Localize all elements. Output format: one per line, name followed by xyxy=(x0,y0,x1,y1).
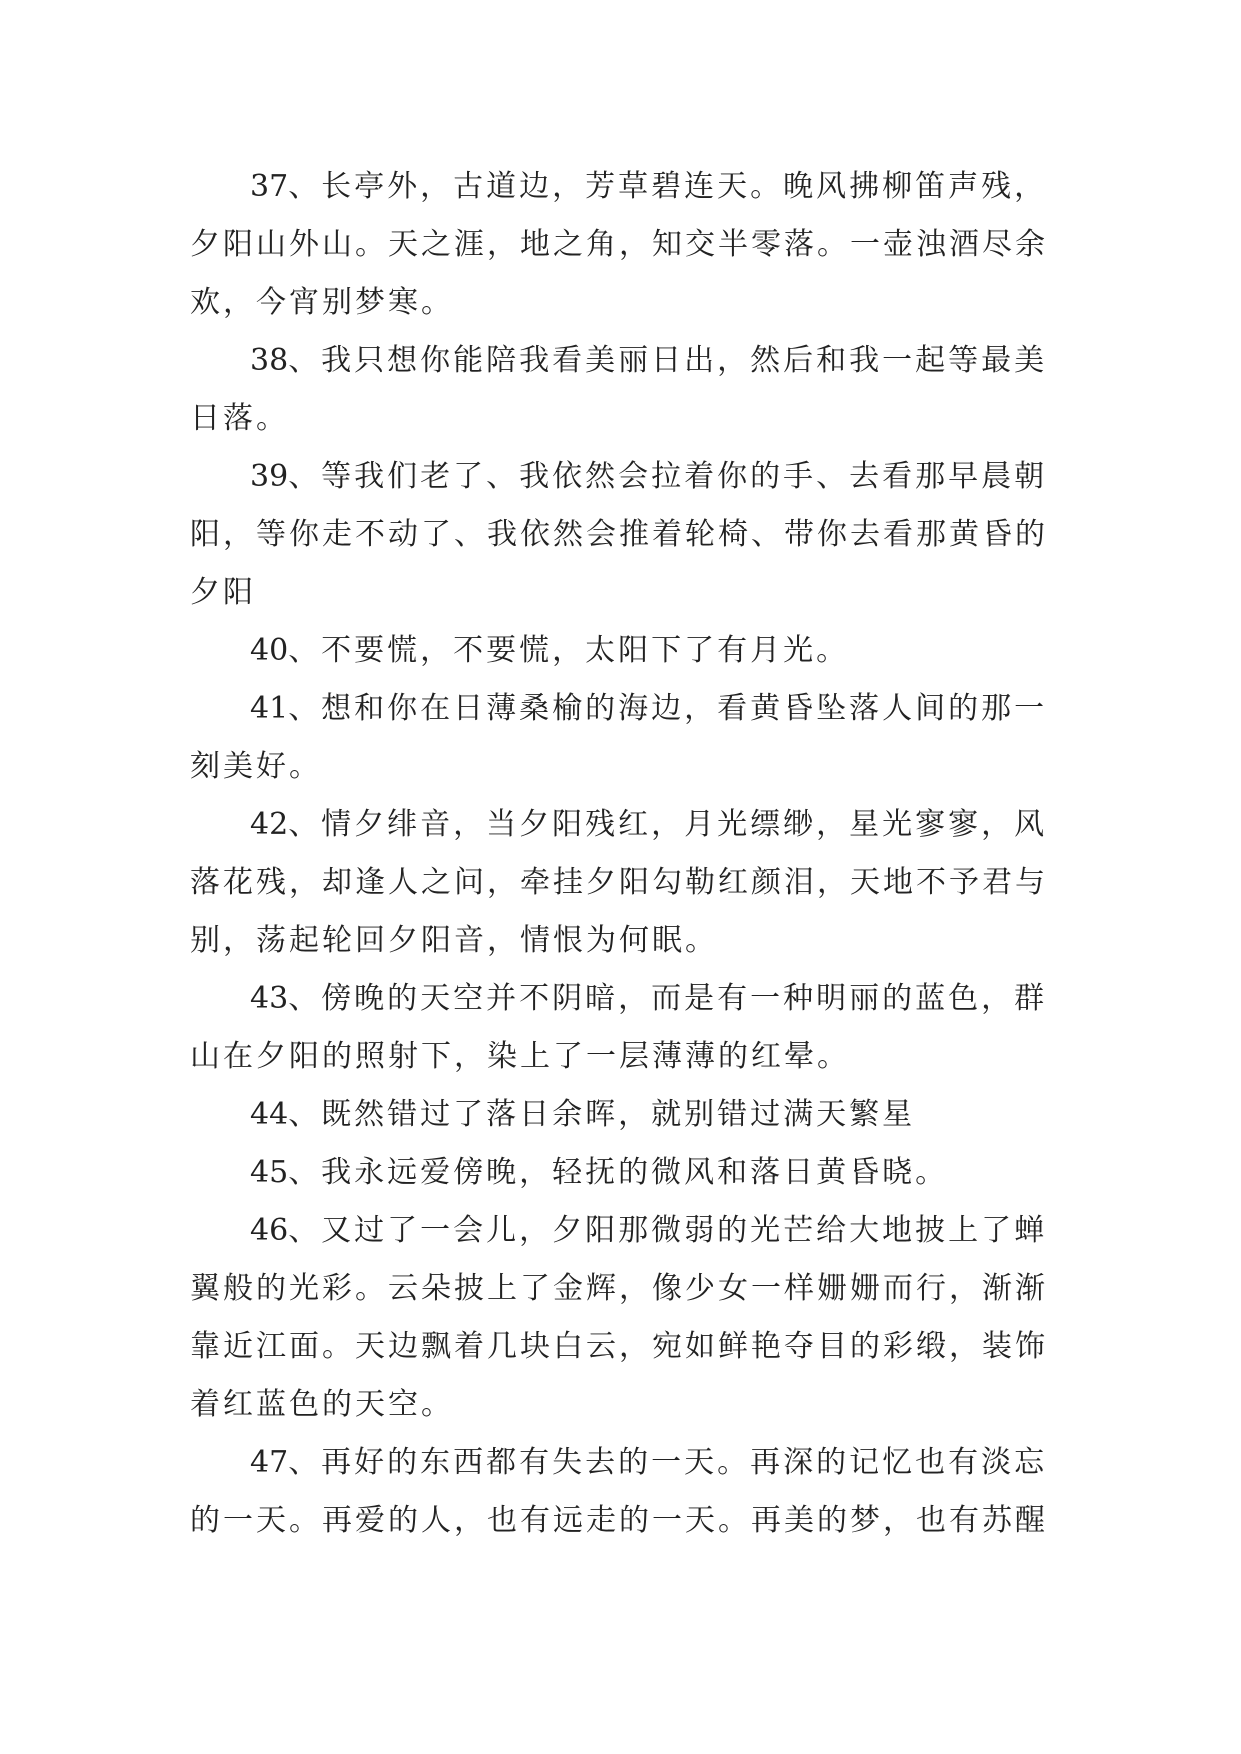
paragraph-number: 46 xyxy=(250,1213,289,1248)
paragraph-text: 、我永远爱傍晚，轻抚的微风和落日黄昏晓。 xyxy=(288,1155,949,1190)
paragraph-37 xyxy=(190,158,1050,332)
paragraph-text: 、情夕绯音，当夕阳残红，月光缥缈，星光寥寥，风落花残，却逢人之问，牵挂夕阳勾勒红颜泪，天地不予君与别，荡起轮回夕阳音，情恨为何眠。 xyxy=(190,807,1048,958)
paragraph-39 xyxy=(190,448,1050,622)
paragraph-number: 42 xyxy=(250,807,289,842)
paragraph-text: 、长亭外，古道边，芳草碧连天。晚风拂柳笛声残，夕阳山外山。天之涯，地之角，知交半零落。一壶浊酒尽余欢，今宵别梦寒。 xyxy=(190,169,1048,320)
paragraph-42 xyxy=(190,796,1050,970)
paragraph-text: 、再好的东西都有失去的一天。再深的记忆也有淡忘的一天。再爱的人，也有远走的一天。再美的梦，也有苏醒 xyxy=(190,1445,1048,1538)
paragraph-number: 39 xyxy=(250,459,289,494)
paragraph-text: 、不要慌，不要慌，太阳下了有月光。 xyxy=(288,633,850,668)
paragraph-44 xyxy=(190,1086,1050,1144)
paragraph-46 xyxy=(190,1202,1050,1434)
paragraph-text: 、我只想你能陪我看美丽日出，然后和我一起等最美日落。 xyxy=(190,343,1048,436)
paragraph-number: 44 xyxy=(250,1097,289,1132)
paragraph-text: 、想和你在日薄桑榆的海边，看黄昏坠落人间的那一刻美好。 xyxy=(190,691,1048,784)
paragraph-number: 43 xyxy=(250,981,289,1016)
paragraph-number: 47 xyxy=(250,1445,289,1480)
paragraph-number: 37 xyxy=(250,169,289,204)
paragraph-number: 38 xyxy=(250,343,289,378)
paragraph-40 xyxy=(190,622,1050,680)
paragraph-47 xyxy=(190,1434,1050,1550)
paragraph-text: 、既然错过了落日余晖，就别错过满天繁星 xyxy=(288,1097,916,1132)
paragraph-number: 45 xyxy=(250,1155,289,1190)
paragraph-38 xyxy=(190,332,1050,448)
paragraph-text: 、等我们老了、我依然会拉着你的手、去看那早晨朝阳，等你走不动了、我依然会推着轮椅、带你去看那黄昏的夕阳 xyxy=(190,459,1048,610)
document-body xyxy=(190,158,1050,1550)
paragraph-45 xyxy=(190,1144,1050,1202)
paragraph-number: 40 xyxy=(250,633,289,668)
paragraph-41 xyxy=(190,680,1050,796)
paragraph-text: 、又过了一会儿，夕阳那微弱的光芒给大地披上了蝉翼般的光彩。云朵披上了金辉，像少女一样姗姗而行，渐渐靠近江面。天边飘着几块白云，宛如鲜艳夺目的彩缎，装饰着红蓝色的天空。 xyxy=(190,1213,1048,1422)
paragraph-43 xyxy=(190,970,1050,1086)
paragraph-number: 41 xyxy=(250,691,289,726)
paragraph-text: 、傍晚的天空并不阴暗，而是有一种明丽的蓝色，群山在夕阳的照射下，染上了一层薄薄的红晕。 xyxy=(190,981,1048,1074)
